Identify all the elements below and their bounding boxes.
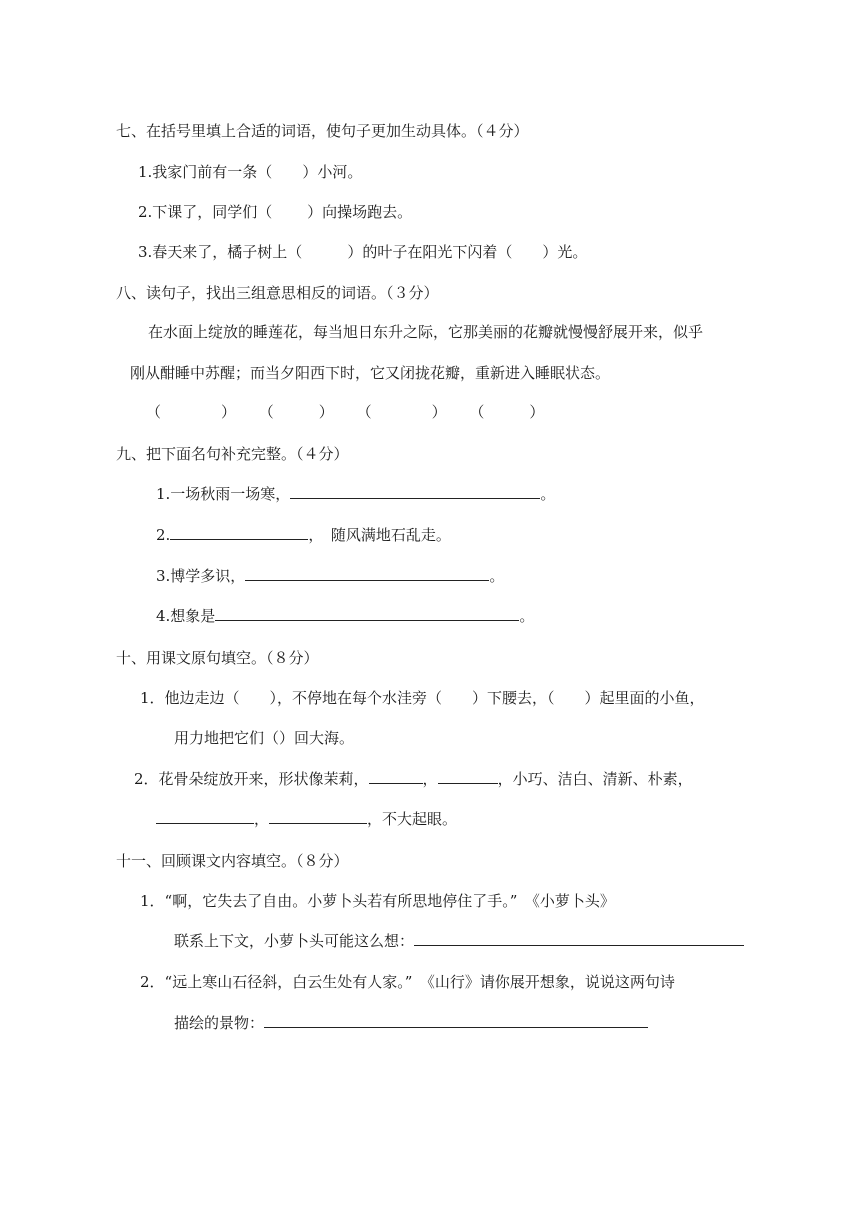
question-number: 2. [156,526,171,544]
question-text: ，不大起眼。 [367,810,458,828]
question-text: 4.想象是 [156,607,216,625]
question-text: 联系上下文，小萝卜头可能这么想： [174,932,415,950]
question-text: ， 随风满地石乱走。 [308,526,451,544]
answer-blank[interactable] [156,809,254,824]
section-8-answer-row [146,402,544,422]
question-text: 2．花骨朵绽放开来，形状像茉莉， [134,770,369,788]
answer-blank[interactable] [290,484,540,499]
answer-blank[interactable] [269,809,367,824]
question-text: ，小巧、洁白、清新、朴素， [497,770,693,788]
section-9-heading: 九、把下面名句补充完整。（４分） [116,445,349,463]
punctuation: 。 [489,567,505,585]
section-9-question-3 [156,566,504,586]
section-7-question-2: 2.下课了，同学们（ ）向操场跑去。 [138,203,413,221]
punctuation: 。 [519,607,535,625]
punctuation: ， [254,810,270,828]
section-11-heading: 十一、回顾课文内容填空。（８分） [116,852,349,870]
section-8-passage-line-2: 刚从酣睡中苏醒；而当夕阳西下时，它又闭拢花瓣，重新进入睡眠状态。 [130,364,611,382]
section-10-question-2-line-1 [134,769,693,789]
section-10-question-1-line-2: 用力地把它们（）回大海。 [174,729,355,747]
answer-blank[interactable] [245,566,489,581]
section-8-heading: 八、读句子，找出三组意思相反的词语。（３分） [116,284,439,302]
question-text: 1.一场秋雨一场寒， [156,485,291,503]
punctuation: ， [422,770,438,788]
answer-blank[interactable] [264,1013,648,1028]
section-7-question-3: 3.春天来了，橘子树上（ ）的叶子在阳光下闪着（ ）光。 [138,243,588,261]
answer-blank[interactable] [414,931,744,946]
question-text: 描绘的景物： [174,1014,265,1032]
section-11-question-2-line-1: 2．“远上寒山石径斜，白云生处有人家。” 《山行》请你展开想象，说说这两句诗 [140,973,675,991]
answer-blank[interactable] [438,769,498,784]
answer-bracket-4[interactable]: （ ） [469,403,545,421]
question-text: 3.博学多识， [156,567,246,585]
section-7-heading: 七、在括号里填上合适的词语，使句子更加生动具体。（４分） [116,122,529,140]
answer-bracket-2[interactable]: （ ） [258,403,334,421]
section-10-heading: 十、用课文原句填空。（８分） [116,649,319,667]
section-9-question-2 [156,525,451,545]
section-10-question-2-line-2 [156,809,457,829]
answer-blank[interactable] [170,525,308,540]
answer-blank[interactable] [369,769,423,784]
section-11-question-1-line-2 [174,931,744,951]
section-9-question-1 [156,484,555,504]
section-7-question-1: 1.我家门前有一条（ ）小河。 [138,163,363,181]
answer-blank[interactable] [215,606,519,621]
section-11-question-1-line-1: 1．“啊，它失去了自由。小萝卜头若有所思地停住了手。” 《小萝卜头》 [140,892,615,910]
section-11-question-2-line-2 [174,1013,648,1033]
punctuation: 。 [540,485,556,503]
section-10-question-1-line-1: 1．他边走边（ ），不停地在每个水洼旁（ ）下腰去，（ ）起里面的小鱼， [140,689,705,707]
answer-bracket-1[interactable]: （ ） [146,403,237,421]
answer-bracket-3[interactable]: （ ） [356,403,447,421]
section-9-question-4 [156,606,534,626]
section-8-passage-line-1: 在水面上绽放的睡莲花，每当旭日东升之际，它那美丽的花瓣就慢慢舒展开来，似乎 [148,323,704,341]
